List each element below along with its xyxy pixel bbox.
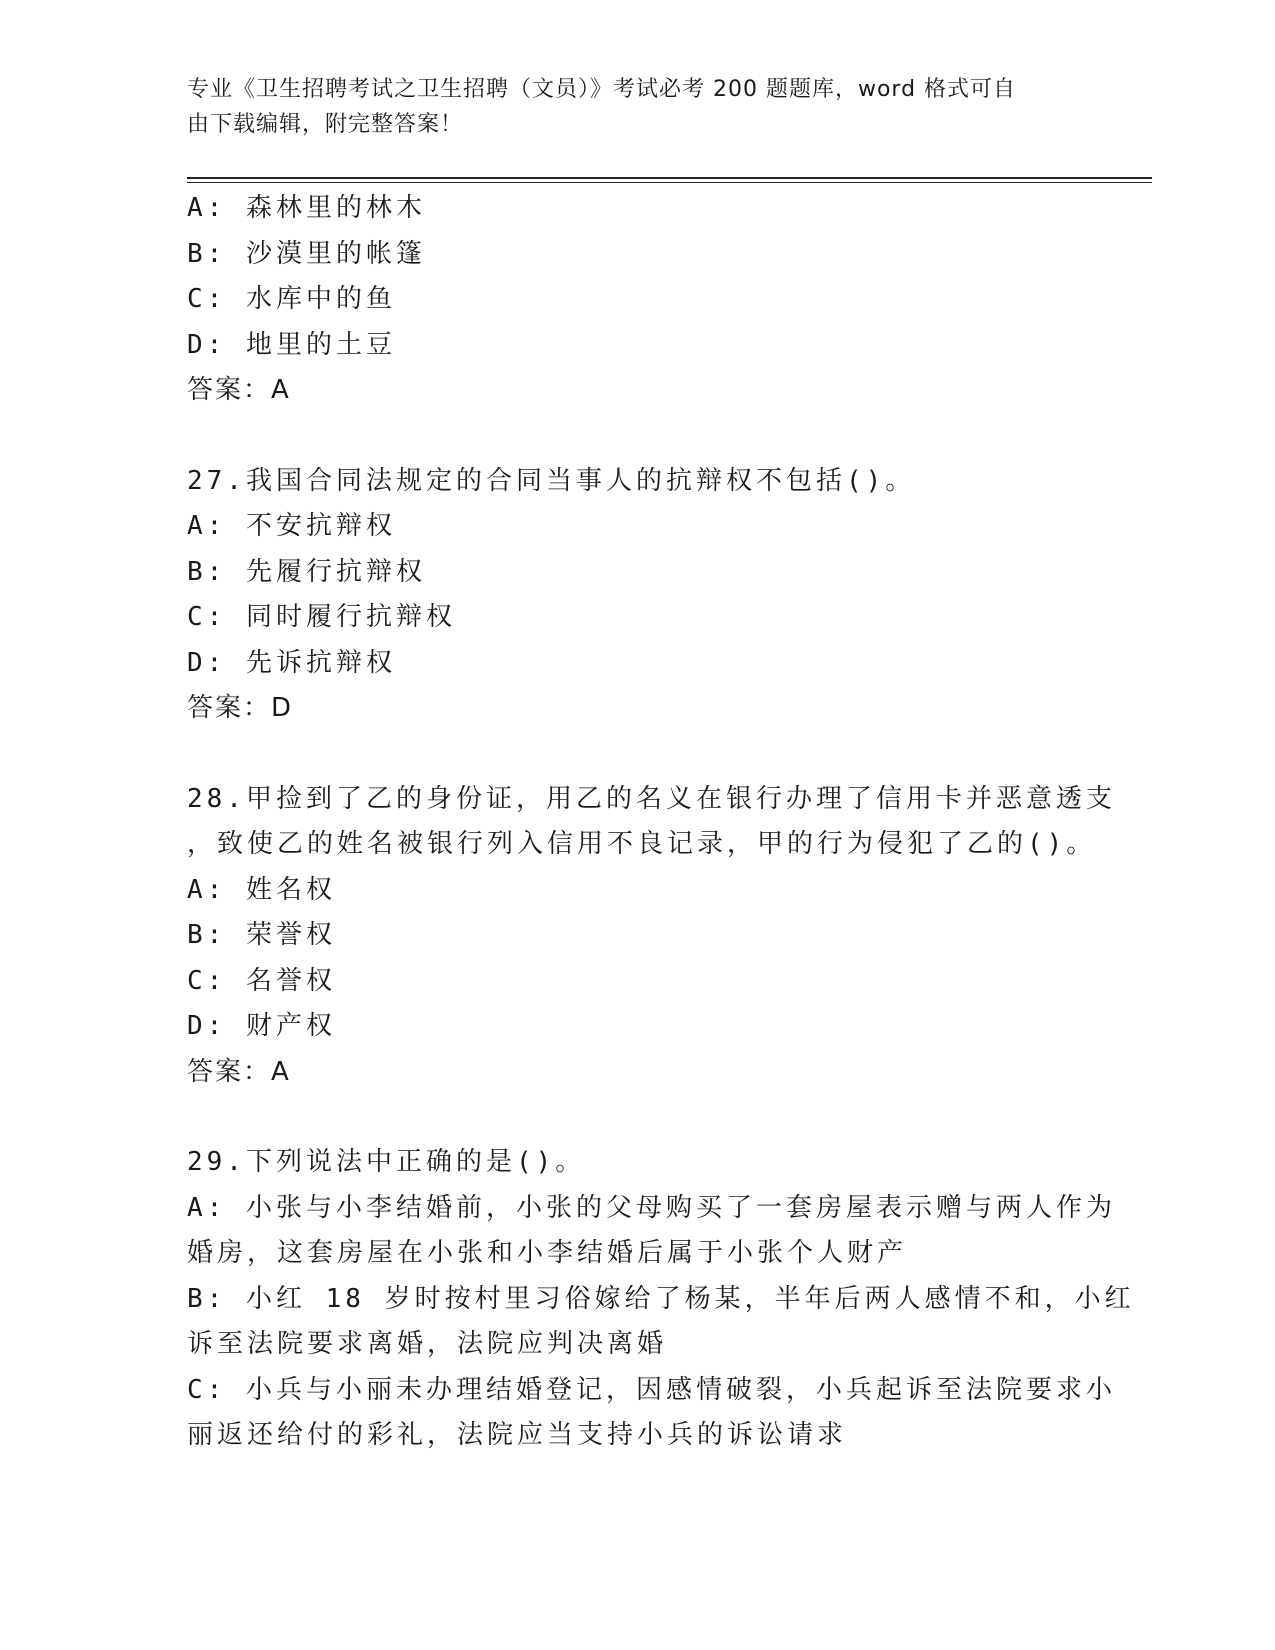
header-divider-thick	[187, 177, 1152, 179]
question-text: 29.下列说法中正确的是()。	[187, 1147, 586, 1177]
answer-line: 答案：D	[187, 693, 294, 723]
question-28-block	[187, 777, 1116, 1096]
option-a: A: 姓名权	[187, 874, 336, 905]
question-text-line-2: ，致使乙的姓名被银行列入信用不良记录，甲的行为侵犯了乙的()。	[187, 829, 1097, 859]
option-c: C: 水库中的鱼	[187, 284, 396, 314]
option-b-line-2: 诉至法院要求离婚，法院应判决离婚	[187, 1329, 668, 1359]
option-d: D: 地里的土豆	[187, 329, 396, 360]
option-a-line-2: 婚房，这套房屋在小张和小李结婚后属于小张个人财产	[187, 1238, 908, 1268]
option-b-line-1: B: 小红 18 岁时按村里习俗嫁给了杨某，半年后两人感情不和，小红	[187, 1283, 1135, 1314]
spacer	[187, 414, 1087, 459]
option-c-line-2: 丽返还给付的彩礼，法院应当支持小兵的诉讼请求	[187, 1420, 848, 1450]
header-line-2: 由下载编辑，附完整答案！	[187, 112, 464, 137]
question-list	[187, 186, 1135, 1459]
spacer	[187, 1095, 1087, 1140]
option-c: C: 名誉权	[187, 965, 336, 996]
question-26-block	[187, 186, 1087, 414]
option-b: B: 先履行抗辩权	[187, 556, 426, 587]
option-b: B: 沙漠里的帐篷	[187, 238, 426, 269]
header-line-1: 专业《卫生招聘考试之卫生招聘（文员）》考试必考 200 题题库，word 格式可自	[187, 77, 1017, 102]
question-text-line-1: 28.甲捡到了乙的身份证，用乙的名义在银行办理了信用卡并恶意透支	[187, 783, 1116, 814]
question-27-block	[187, 459, 1087, 732]
question-29-block	[187, 1140, 1135, 1459]
question-text: 27.我国合同法规定的合同当事人的抗辩权不包括()。	[187, 465, 916, 496]
header-divider-thin	[187, 182, 1152, 183]
answer-line: 答案：A	[187, 375, 291, 405]
option-c: C: 同时履行抗辩权	[187, 602, 456, 632]
option-a: A: 森林里的林木	[187, 193, 426, 223]
option-a-line-1: A: 小张与小李结婚前，小张的父母购买了一套房屋表示赠与两人作为	[187, 1192, 1116, 1223]
answer-line: 答案：A	[187, 1056, 291, 1087]
document-header	[187, 72, 1067, 142]
option-c-line-1: C: 小兵与小丽未办理结婚登记，因感情破裂，小兵起诉至法院要求小	[187, 1374, 1116, 1405]
option-a: A: 不安抗辩权	[187, 511, 396, 541]
option-b: B: 荣誉权	[187, 920, 336, 950]
option-d: D: 财产权	[187, 1011, 336, 1041]
spacer	[187, 732, 1087, 777]
option-d: D: 先诉抗辩权	[187, 647, 396, 678]
